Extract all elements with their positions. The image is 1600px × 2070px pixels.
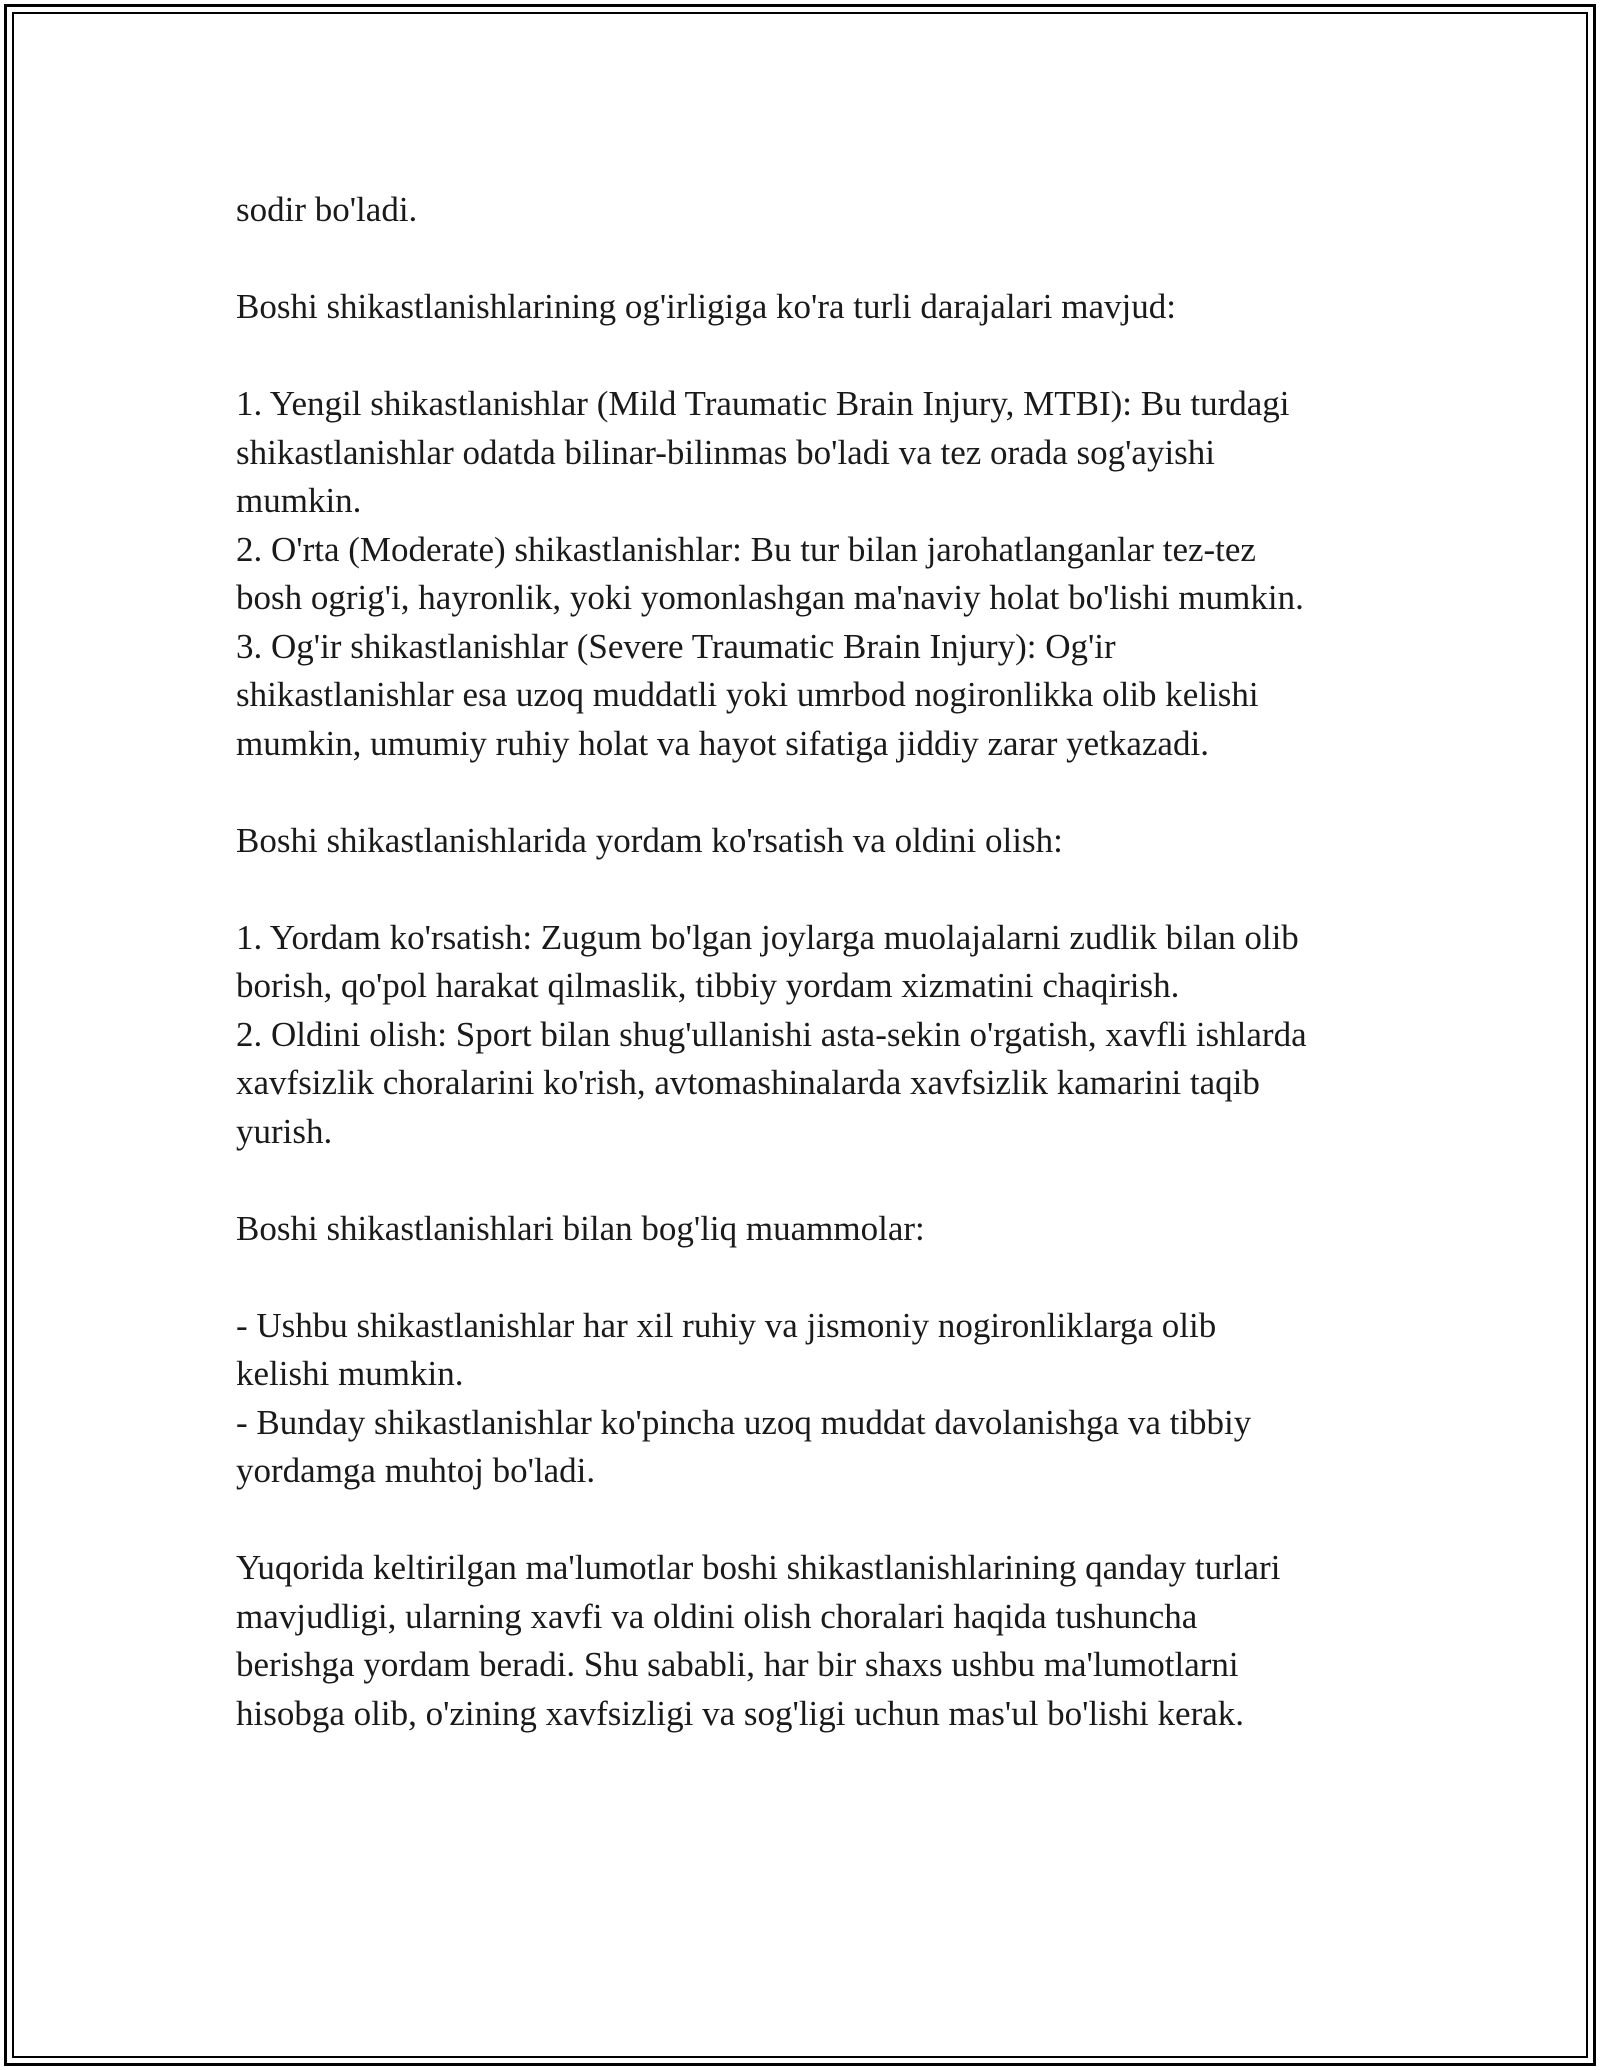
- paragraph-gap: [236, 1496, 1366, 1545]
- list-item: 1. Yengil shikastlanishlar (Mild Traumatic Brain Injury, MTBI): Bu turdagi shikastlanishlar odatda bilinar-bilinmas bo'ladi va tez orada sog'ayishi mumkin.: [236, 384, 1290, 520]
- paragraph-gap: [236, 332, 1366, 381]
- paragraph-gap: [236, 865, 1366, 914]
- paragraph-gap: [236, 768, 1366, 817]
- list-item: 2. Oldini olish: Sport bilan shug'ullanishi asta-sekin o'rgatish, xavfli ishlarda xavfsizlik choralarini ko'rish, avtomashinalarda xavfsizlik kamarini taqib yurish.: [236, 1014, 1307, 1151]
- list-item: 1. Yordam ko'rsatish: Zugum bo'lgan joylarga muolajalarni zudlik bilan olib borish, qo'pol harakat qilmaslik, tibbiy yordam xizmatini chaqirish.: [236, 917, 1299, 1005]
- section-heading-problems: Boshi shikastlanishlari bilan bog'liq muammolar:: [236, 1208, 925, 1248]
- paragraph-gap: [236, 1253, 1366, 1302]
- intro-fragment: sodir bo'ladi.: [236, 190, 418, 229]
- section-heading-severity: Boshi shikastlanishlarining og'irligiga ko'ra turli darajalari mavjud:: [236, 287, 1176, 326]
- list-item: 2. O'rta (Moderate) shikastlanishlar: Bu tur bilan jarohatlanganlar tez-tez bosh ogrig'i, hayronlik, yoki yomonlashgan ma'naviy holat bo'lishi mumkin.: [236, 529, 1304, 617]
- paragraph-gap: [236, 235, 1366, 284]
- section-heading-help: Boshi shikastlanishlarida yordam ko'rsatish va oldini olish:: [236, 820, 1063, 860]
- document-body: [236, 186, 1366, 1738]
- list-item: 3. Og'ir shikastlanishlar (Severe Traumatic Brain Injury): Og'ir shikastlanishlar esa uzoq muddatli yoki umrbod nogironlikka olib kelishi mumkin, umumiy ruhiy holat va hayot sifatiga jiddiy zarar yetkazadi.: [236, 626, 1259, 763]
- paragraph-gap: [236, 1156, 1366, 1205]
- list-item: - Ushbu shikastlanishlar har xil ruhiy va jismoniy nogironliklarga olib kelishi mumkin.: [236, 1305, 1217, 1393]
- list-item: - Bunday shikastlanishlar ko'pincha uzoq muddat davolanishga va tibbiy yordamga muhtoj bo'ladi.: [236, 1402, 1252, 1490]
- conclusion-paragraph: Yuqorida keltirilgan ma'lumotlar boshi shikastlanishlarining qanday turlari mavjudligi, ularning xavfi va oldini olish choralari haqida tushuncha berishga yordam beradi. Shu sababli, har bir shaxs ushbu ma'lumotlarni hisobga olib, o'zining xavfsizligi va sog'ligi uchun mas'ul bo'lishi kerak.: [236, 1548, 1281, 1733]
